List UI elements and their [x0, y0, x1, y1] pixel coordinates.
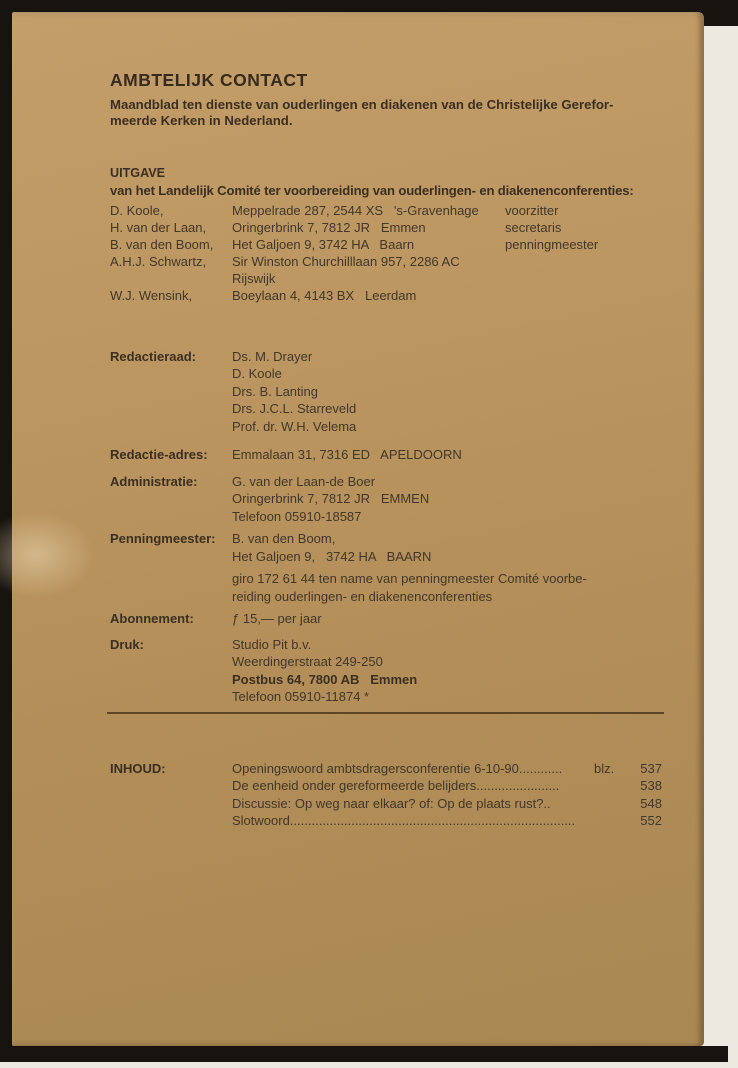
- toc-entry: [232, 777, 662, 795]
- member-address: Meppelrade 287, 2544 XS 's-Gravenhage: [232, 202, 479, 218]
- toc-page-number: 548: [640, 795, 662, 811]
- toc-page-label: [594, 795, 630, 813]
- scan-border-corner: [702, 0, 738, 26]
- toc-page-number: 552: [640, 813, 662, 829]
- masthead: [110, 69, 662, 129]
- member-name: A.H.J. Schwartz,: [110, 253, 207, 269]
- magazine-subtitle: [110, 97, 662, 129]
- giro-note: [232, 570, 662, 605]
- redactie-adres-section: [110, 446, 662, 464]
- scan-light-artifact: [0, 512, 94, 598]
- toc-entry: [232, 812, 662, 830]
- member-role: secretaris: [505, 219, 562, 235]
- toc-page-label: blz.: [594, 760, 615, 776]
- member-address: Oringerbrink 7, 7812 JR Emmen: [232, 219, 426, 235]
- penningmeester-label: Penningmeester:: [110, 531, 216, 547]
- scan-border-bottom: [0, 1046, 728, 1062]
- uitgave-heading: UITGAVE: [110, 165, 166, 180]
- abonnement-label: Abonnement:: [110, 611, 194, 627]
- committee-member-row: [110, 219, 662, 236]
- toc-page-number: 537: [640, 760, 662, 776]
- subtitle-line: meerde Kerken in Nederland.: [110, 112, 293, 128]
- editor-name: Drs. B. Lanting: [232, 383, 318, 399]
- editor-name: Prof. dr. W.H. Velema: [232, 418, 357, 434]
- member-name: D. Koole,: [110, 202, 164, 218]
- redactieraad-section: [110, 348, 662, 436]
- administratie-section: [110, 473, 662, 526]
- druk-value: [232, 636, 662, 706]
- toc-page-label: [594, 812, 630, 830]
- penningmeester-value: [232, 530, 662, 605]
- member-name: B. van den Boom,: [110, 236, 214, 252]
- uitgave-section: [110, 165, 662, 304]
- address-line: Oringerbrink 7, 7812 JR EMMEN: [232, 491, 430, 507]
- druk-label: Druk:: [110, 636, 144, 652]
- printer-line: Studio Pit b.v.: [232, 636, 312, 652]
- administratie-label: Administratie:: [110, 473, 198, 489]
- toc-list: [232, 760, 662, 830]
- address-line: Emmalaan 31, 7316 ED APELDOORN: [232, 447, 462, 463]
- toc-entry-title: De eenheid onder gereformeerde belijders.......................: [232, 778, 560, 794]
- inhoud-label: INHOUD:: [110, 760, 166, 776]
- committee-member-row: [110, 253, 662, 287]
- address-line: Telefoon 05910-18587: [232, 508, 362, 524]
- member-name: H. van der Laan,: [110, 219, 207, 235]
- member-address: Boeylaan 4, 4143 BX Leerdam: [232, 287, 417, 303]
- member-address: Sir Winston Churchilllaan 957, 2286 AC Rijswijk: [232, 253, 471, 286]
- giro-line: reiding ouderlingen- en diakenenconferenties: [232, 588, 493, 604]
- administratie-value: [232, 473, 662, 526]
- toc-page-number: 538: [640, 778, 662, 794]
- printer-line: Weerdingerstraat 249-250: [232, 654, 383, 670]
- editor-name: D. Koole: [232, 366, 282, 382]
- druk-section: [110, 636, 662, 706]
- editor-name: Drs. J.C.L. Starreveld: [232, 401, 357, 417]
- toc-entry-title: Discussie: Op weg naar elkaar? of: Op de plaats rust?..: [232, 795, 551, 811]
- printer-line: Postbus 64, 7800 AB Emmen: [232, 671, 418, 687]
- price-line: ƒ 15,— per jaar: [232, 611, 322, 627]
- horizontal-divider: [107, 712, 664, 714]
- toc-entry-title: Openingswoord ambtsdragersconferentie 6-10-90............: [232, 760, 563, 776]
- page-title: AMBTELIJK CONTACT: [110, 70, 308, 90]
- uitgave-subheading: van het Landelijk Comité ter voorbereiding van ouderlingen- en diakenenconferenties:: [110, 182, 634, 198]
- address-line: G. van der Laan-de Boer: [232, 473, 376, 489]
- giro-line: giro 172 61 44 ten name van penningmeester Comité voorbe-: [232, 571, 587, 587]
- member-name: W.J. Wensink,: [110, 287, 193, 303]
- toc-page-label: [594, 777, 630, 795]
- toc-entry: [232, 795, 662, 813]
- toc-entry: [232, 760, 662, 778]
- inhoud-section: [110, 760, 662, 830]
- penningmeester-section: [110, 530, 662, 605]
- member-role: penningmeester: [505, 236, 599, 252]
- magazine-colophon-page: [12, 12, 704, 1046]
- member-role: [505, 287, 662, 304]
- redactie-adres-label: Redactie-adres:: [110, 447, 208, 463]
- editor-name: Ds. M. Drayer: [232, 348, 313, 364]
- member-role: [505, 253, 662, 287]
- member-address: Het Galjoen 9, 3742 HA Baarn: [232, 236, 415, 252]
- toc-entry-title: Slotwoord...............................................................................: [232, 813, 576, 829]
- committee-member-row: [110, 236, 662, 253]
- printer-line: Telefoon 05910-11874 *: [232, 689, 370, 705]
- page-content: [110, 69, 662, 830]
- committee-member-row: [110, 202, 662, 219]
- redactieraad-value: [232, 348, 662, 436]
- member-role: voorzitter: [505, 202, 559, 218]
- address-line: Het Galjoen 9, 3742 HA BAARN: [232, 548, 432, 564]
- address-line: B. van den Boom,: [232, 531, 336, 547]
- subtitle-line: Maandblad ten dienste van ouderlingen en diakenen van de Christelijke Gerefor-: [110, 97, 614, 112]
- committee-member-list: [110, 202, 662, 304]
- abonnement-section: [110, 610, 662, 628]
- redactie-adres-value: [232, 446, 662, 464]
- redactieraad-label: Redactieraad:: [110, 348, 196, 364]
- abonnement-value: [232, 610, 662, 628]
- committee-member-row: [110, 287, 662, 304]
